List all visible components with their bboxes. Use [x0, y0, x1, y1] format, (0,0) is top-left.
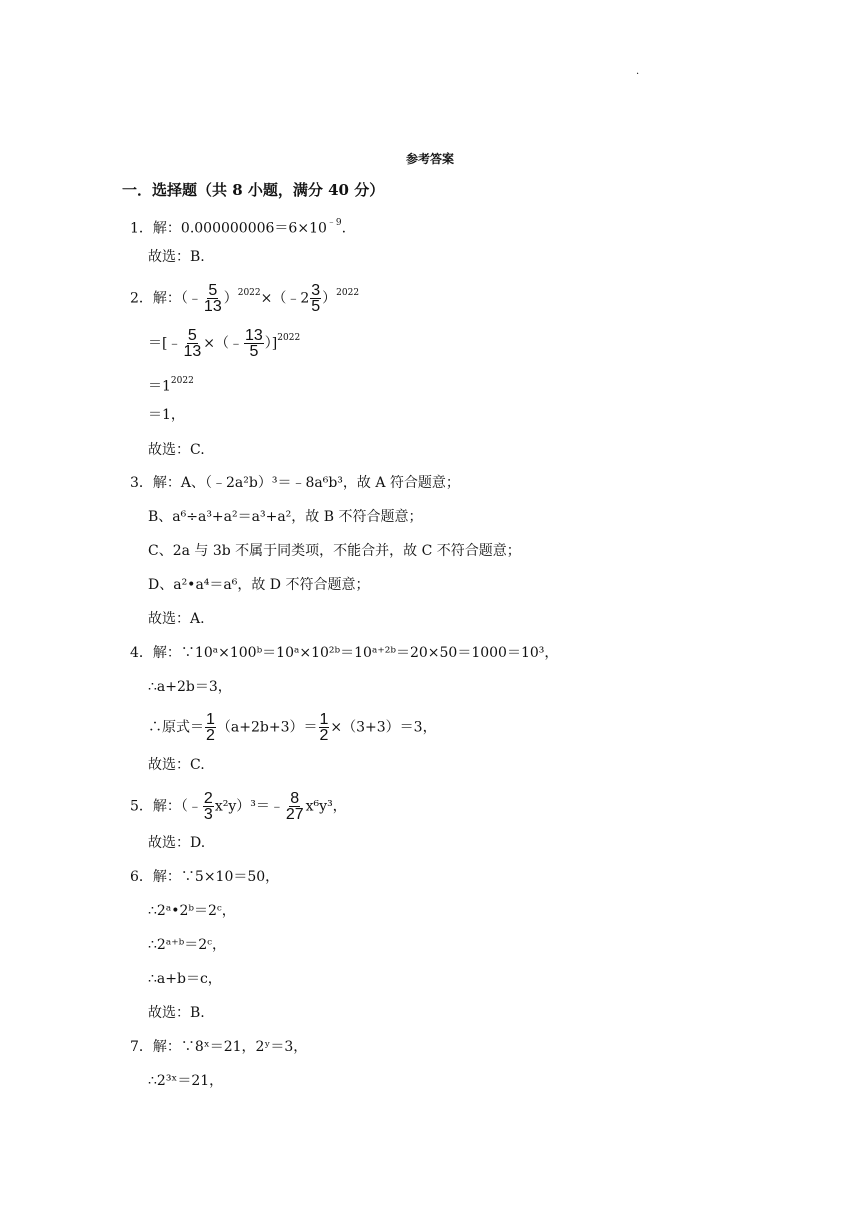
q1-answer: 1．解：$0.000000006=6\times 10^{﹣9}$.	[130, 218, 347, 237]
q6-answer: 6．解：∵5×10＝50，	[130, 869, 280, 885]
q6-step-3: ∴a+b＝c，	[148, 971, 222, 987]
fraction: $\frac{2}{3}$	[203, 790, 213, 823]
q7-answer: 7．解：∵8ˣ＝21，2ʸ＝3，	[130, 1039, 308, 1055]
fraction: $\frac{5}{13}$	[183, 327, 202, 360]
fraction: $\frac{1}{2}$	[319, 711, 329, 744]
page-title: 参考答案	[405, 152, 454, 166]
q3-choice: 故选：A.	[148, 611, 205, 627]
q3-option-c: C、2a 与 3b 不属于同类项，不能合并，故 C 不符合题意；	[148, 543, 521, 559]
section-heading: 一．选择题（共 8 小题，满分 40 分）	[122, 181, 385, 199]
q5-choice: 故选：D.	[148, 835, 206, 851]
q1-choice: 故选：B.	[148, 249, 205, 265]
q3-option-b: B、a⁶÷a³+a²＝a³+a²，故 B 不符合题意；	[148, 509, 423, 525]
header-dot: .	[636, 66, 640, 77]
q7-step-1: ∴2³ˣ＝21，	[148, 1073, 224, 1089]
q6-step-2: ∴2ᵃ⁺ᵇ＝2ᶜ，	[148, 937, 226, 953]
q2-choice: 故选：C.	[148, 442, 205, 458]
q3-answer: 3．解：A、（﹣2a²b）³＝﹣8a⁶b³，故 A 符合题意；	[130, 475, 460, 491]
q2-step-3: ＝1，	[148, 407, 185, 423]
q2-step-1: ＝[﹣ $\frac{5}{13}$ ×（﹣ $\frac{13}{5}$ ）]$^{2022}$	[148, 327, 301, 360]
fraction: $\frac{3}{5}$	[311, 282, 321, 315]
fraction: $\frac{13}{5}$	[245, 327, 263, 360]
q4-choice: 故选：C.	[148, 757, 205, 773]
q3-option-d: D、a²•a⁴＝a⁶，故 D 不符合题意；	[148, 577, 370, 593]
q5-answer: 5．解：（﹣ $\frac{2}{3}$ x²y）³＝﹣ $\frac{8}{27}$ x⁶y³，	[130, 790, 347, 823]
fraction: $\frac{8}{27}$	[285, 790, 304, 823]
q6-step-1: ∴2ᵃ•2ᵇ＝2ᶜ，	[148, 903, 236, 919]
q2-step-2: $=1^{2022}$	[148, 376, 194, 395]
q6-choice: 故选：B.	[148, 1005, 205, 1021]
q4-step-2: ∴原式＝ $\frac{1}{2}$ （a+2b+3）＝ $\frac{1}{2}$ ×（3+3）＝3，	[148, 711, 437, 744]
fraction: $\frac{5}{13}$	[203, 282, 222, 315]
fraction: $\frac{1}{2}$	[206, 711, 215, 744]
q4-answer: 4．解：∵10ᵃ×100ᵇ＝10ᵃ×10²ᵇ＝10ᵃ⁺²ᵇ＝20×50＝1000＝10³，	[130, 645, 559, 661]
q4-step-1: ∴a+2b＝3，	[148, 679, 232, 695]
q2-answer: 2．解：（﹣ $\frac{5}{13}$ ）$^{2022}$×（﹣2 $\frac{3}{5}$ ）$^{2022}$	[130, 282, 360, 315]
